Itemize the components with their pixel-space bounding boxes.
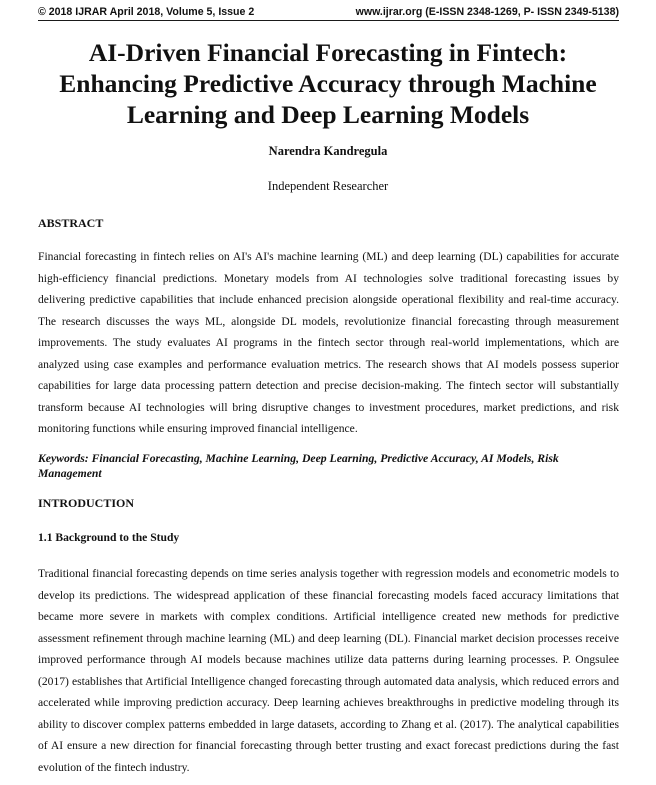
- journal-citation: © 2018 IJRAR April 2018, Volume 5, Issue 2: [38, 6, 255, 18]
- title-line: Enhancing Predictive Accuracy through Machine: [59, 69, 597, 98]
- running-header: [38, 5, 619, 21]
- abstract-heading: ABSTRACT: [38, 216, 104, 230]
- keywords: Keywords: Financial Forecasting, Machine Learning, Deep Learning, Predictive Accuracy, AI Models, Risk Management: [38, 452, 559, 480]
- author-affiliation: Independent Researcher: [267, 179, 389, 193]
- journal-issn-link[interactable]: www.ijrar.org (E-ISSN 2348-1269, P- ISSN 2349-5138): [355, 6, 619, 18]
- paper-title: [30, 37, 626, 130]
- title-line: Learning and Deep Learning Models: [126, 100, 530, 129]
- title-line: AI-Driven Financial Forecasting in Fintech:: [88, 38, 568, 67]
- abstract-text: Financial forecasting in fintech relies on AI's AI's machine learning (ML) and deep learning (DL) capabilities for accurate high-efficiency financial predictions. Monetary models from AI technologies solve traditional forecasting issues by delivering predictive capabilities that include enhanced precision alongside operational flexibility and real-time accuracy. The research discusses the ways ML, alongside DL models, revolutionize financial forecasting through measurement improvements. The study evaluates AI programs in the fintech sector through real-world implementations, which are analyzed using case examples and performance evaluation metrics. The research shows that AI models possess superior capabilities for large data processing pattern detection and precise decision-making. The fintech sector will substantially transform because AI technologies will bring disruptive changes to investment procedures, market predictions, and risk monitoring functions while ensuring improved financial intelligence.: [38, 250, 619, 435]
- introduction-heading: INTRODUCTION: [38, 496, 135, 510]
- introduction-text: Traditional financial forecasting depends on time series analysis together with regression models and econometric models to develop its predictions. The widespread application of these financial forecasting models faced accuracy limitations that became more severe in markets with complex conditions. Artificial intelligence created new methods for predictive assessment refinement through machine learning (ML) and deep learning (DL). Financial market decision processes receive improved performance through AI models because machines utilize data patterns during learning processes. P. Ongsulee (2017) establishes that Artificial Intelligence changed forecasting through automated data analysis, which reduced errors and accelerated while improving prediction accuracy. Deep learning achieves breakthroughs in predictive modeling through its ability to discover complex patterns embedded in large datasets, according to Zhang et al. (2017). The analytical capabilities of AI ensure a new direction for financial forecasting through better trusting and exact forecast predictions during the fast evolution of the fintech industry.: [38, 567, 619, 774]
- author-name: Narendra Kandregula: [268, 144, 388, 158]
- section-subheading: 1.1 Background to the Study: [38, 531, 180, 544]
